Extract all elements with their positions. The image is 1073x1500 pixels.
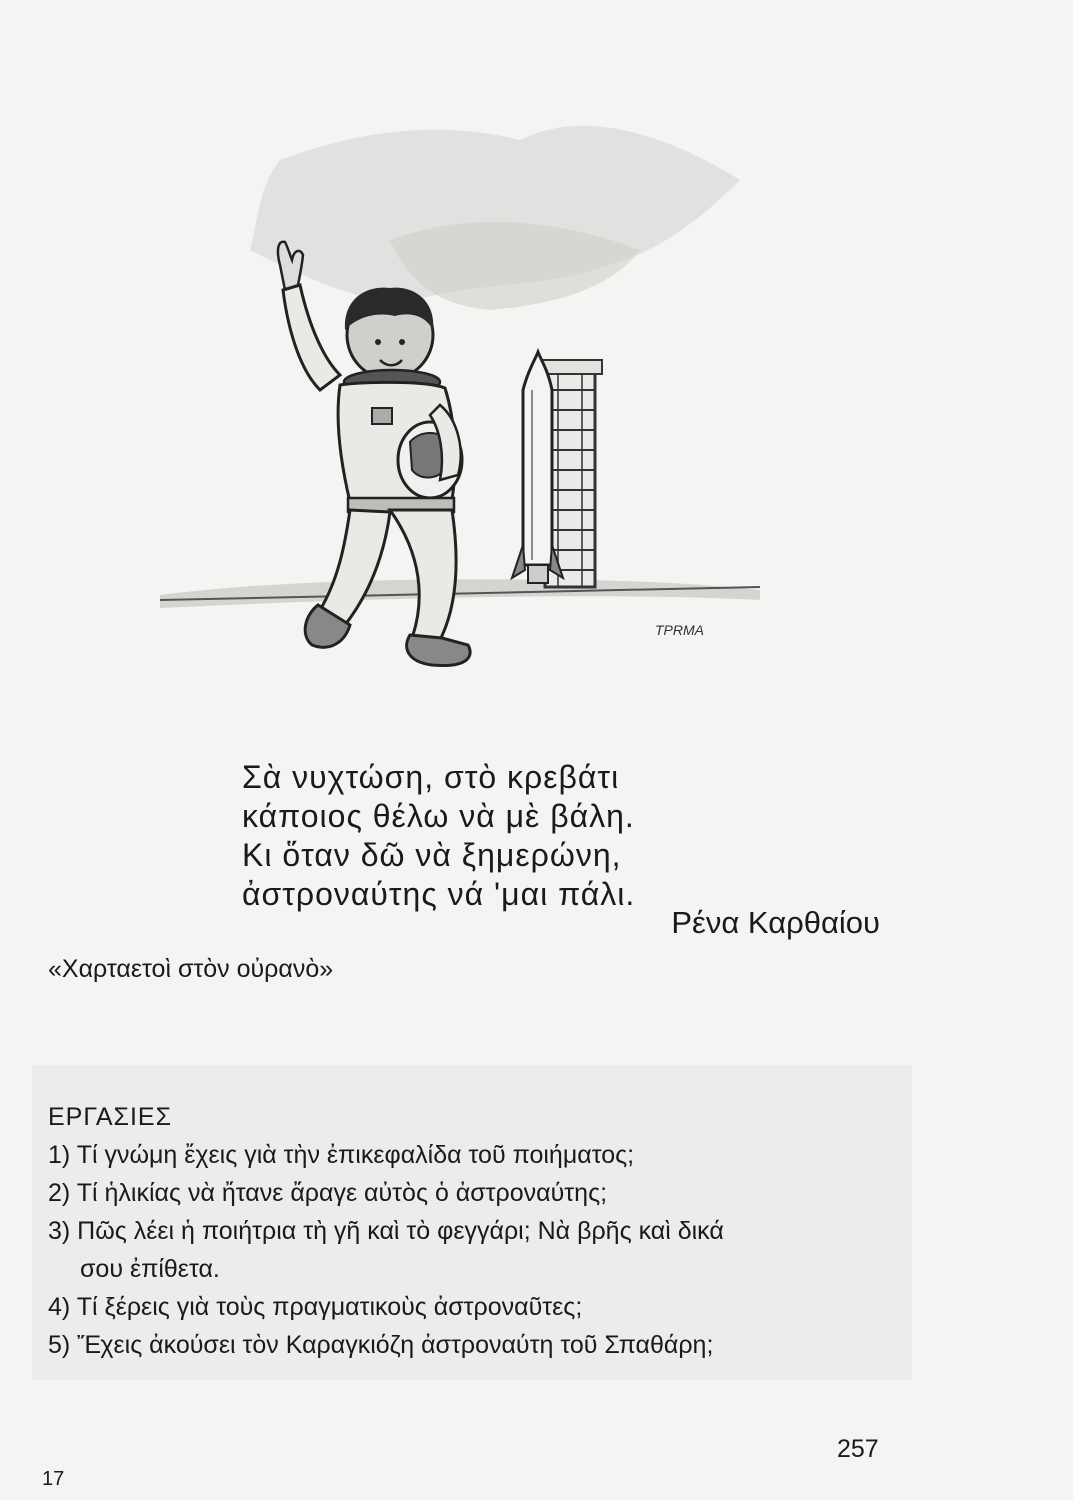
- exercises-section: [48, 1098, 928, 1364]
- poem: [242, 758, 635, 914]
- exercises-title: ΕΡΓΑΣΙΕΣ: [48, 1103, 173, 1131]
- poem-author: Ρένα Καρθαίου: [671, 905, 880, 940]
- poem-line: Σὰ νυχτώση, στὸ κρεβάτι: [242, 759, 620, 795]
- sheet-number: 17: [42, 1468, 65, 1490]
- poem-line: κάποιος θέλω νὰ μὲ βάλη.: [242, 798, 635, 834]
- exercise-item-continuation: σου ἐπίθετα.: [80, 1255, 220, 1283]
- exercise-item: 2) Τί ἡλικίας νὰ ἤτανε ἄραγε αὐτὸς ὁ ἀστροναύτης;: [48, 1179, 608, 1207]
- astronaut-illustration: [140, 90, 780, 710]
- poem-line: Κι ὅταν δῶ νὰ ξημερώνη,: [242, 837, 622, 873]
- exercise-item: 1) Τί γνώμη ἔχεις γιὰ τὴν ἐπικεφαλίδα τοῦ ποιήματος;: [48, 1141, 635, 1169]
- exercise-item: 5) Ἔχεις ἀκούσει τὸν Καραγκιόζη ἀστροναύτη τοῦ Σπαθάρη;: [48, 1331, 714, 1359]
- astronaut-boy: [278, 242, 470, 666]
- badge: [372, 408, 392, 424]
- exercise-item: 4) Τί ξέρεις γιὰ τοὺς πραγματικοὺς ἀστροναῦτες;: [48, 1293, 583, 1321]
- artist-signature: TPRMA: [655, 622, 704, 638]
- poem-source: «Χαρταετοὶ στὸν οὐρανὸ»: [48, 955, 334, 983]
- boot: [407, 635, 470, 666]
- page-number: 257: [837, 1435, 879, 1463]
- poem-line: ἀστροναύτης νά 'μαι πάλι.: [242, 876, 636, 912]
- exercise-item: 3) Πῶς λέει ἡ ποιήτρια τὴ γῆ καὶ τὸ φεγγάρι; Νὰ βρῆς καὶ δικά: [48, 1217, 724, 1245]
